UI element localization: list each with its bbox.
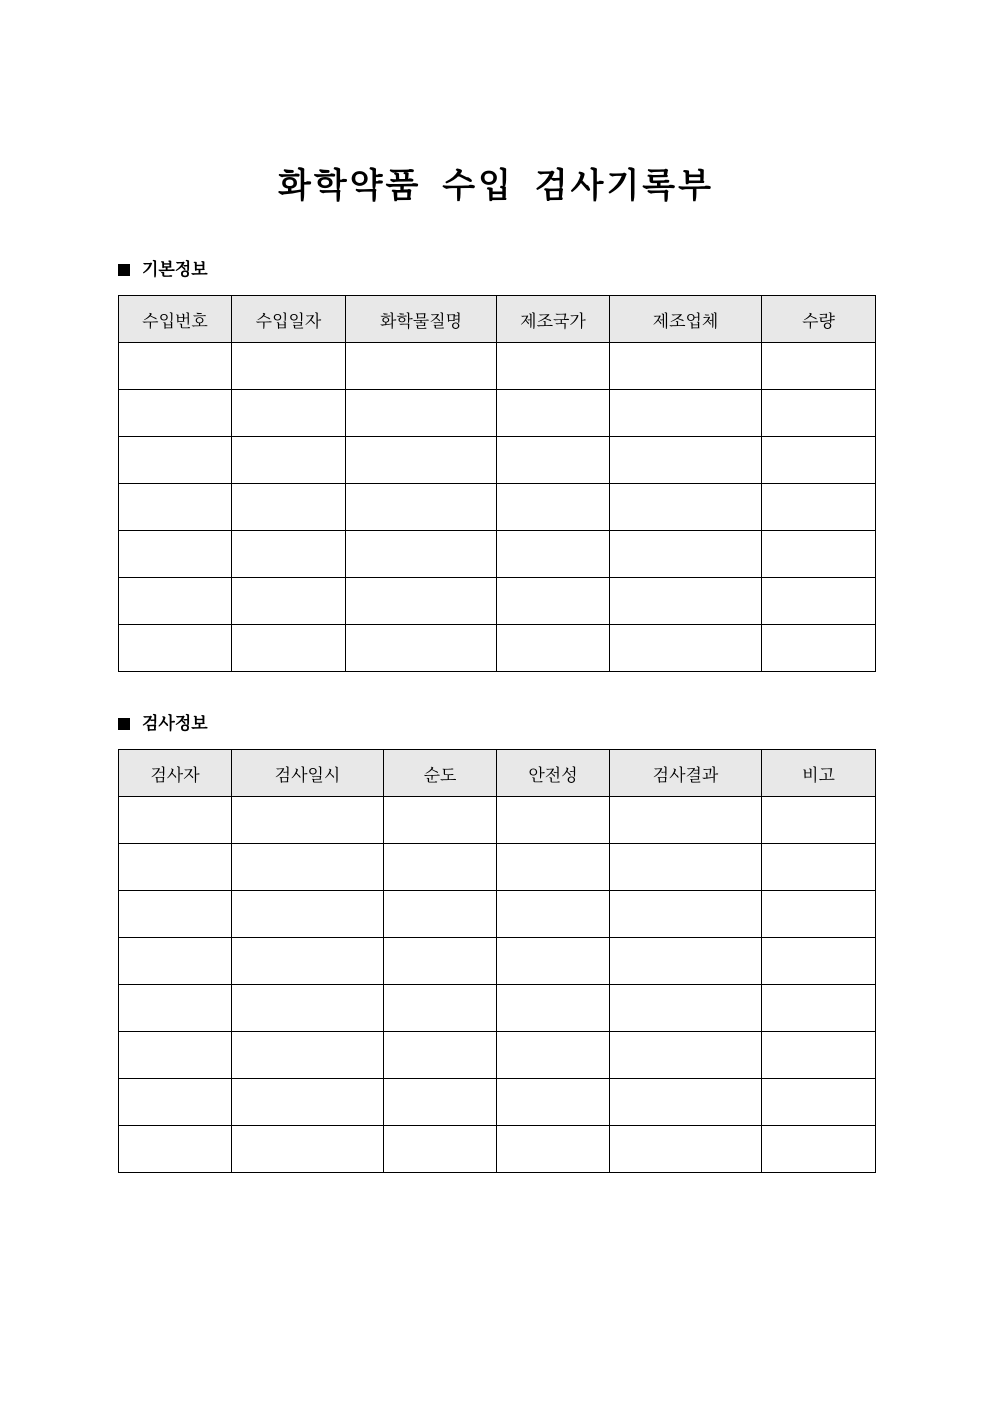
col-safety: 안전성 (497, 750, 610, 797)
col-purity: 순도 (384, 750, 497, 797)
basic-info-cell[interactable] (497, 531, 610, 578)
square-bullet-icon (118, 718, 130, 730)
inspection-info-cell[interactable] (119, 985, 232, 1032)
basic-info-cell[interactable] (346, 437, 497, 484)
inspection-info-cell[interactable] (384, 1032, 497, 1079)
basic-info-cell[interactable] (119, 484, 232, 531)
inspection-info-heading-label: 검사정보 (142, 714, 208, 734)
inspection-info-cell[interactable] (232, 1079, 384, 1126)
inspection-info-cell[interactable] (762, 1126, 876, 1173)
inspection-info-cell[interactable] (610, 797, 762, 844)
basic-info-cell[interactable] (762, 531, 876, 578)
inspection-info-cell[interactable] (119, 1126, 232, 1173)
basic-info-cell[interactable] (762, 578, 876, 625)
inspection-info-cell[interactable] (384, 844, 497, 891)
inspection-info-cell[interactable] (119, 1079, 232, 1126)
inspection-info-cell[interactable] (762, 1079, 876, 1126)
inspection-info-cell[interactable] (762, 891, 876, 938)
col-manufacture-country: 제조국가 (497, 296, 610, 343)
basic-info-cell[interactable] (346, 343, 497, 390)
inspection-info-cell[interactable] (119, 1032, 232, 1079)
basic-info-cell[interactable] (119, 578, 232, 625)
inspection-info-cell[interactable] (610, 985, 762, 1032)
basic-info-cell[interactable] (762, 343, 876, 390)
basic-info-cell[interactable] (610, 437, 762, 484)
basic-info-cell[interactable] (119, 390, 232, 437)
basic-info-cell[interactable] (232, 531, 346, 578)
inspection-info-row (119, 797, 876, 844)
basic-info-cell[interactable] (232, 484, 346, 531)
inspection-info-cell[interactable] (119, 891, 232, 938)
inspection-info-cell[interactable] (384, 985, 497, 1032)
inspection-info-cell[interactable] (610, 1032, 762, 1079)
inspection-info-row (119, 1079, 876, 1126)
inspection-info-heading (118, 712, 208, 736)
inspection-info-cell[interactable] (497, 985, 610, 1032)
basic-info-cell[interactable] (346, 484, 497, 531)
inspection-info-row (119, 1032, 876, 1079)
inspection-info-cell[interactable] (497, 938, 610, 985)
inspection-info-cell[interactable] (232, 844, 384, 891)
col-quantity: 수량 (762, 296, 876, 343)
basic-info-cell[interactable] (762, 625, 876, 672)
inspection-info-header-row (119, 750, 876, 797)
inspection-info-row (119, 1126, 876, 1173)
inspection-info-cell[interactable] (119, 844, 232, 891)
square-bullet-icon (118, 264, 130, 276)
inspection-info-cell[interactable] (762, 797, 876, 844)
basic-info-row (119, 390, 876, 437)
col-remarks: 비고 (762, 750, 876, 797)
basic-info-cell[interactable] (232, 437, 346, 484)
basic-info-row (119, 484, 876, 531)
basic-info-cell[interactable] (497, 390, 610, 437)
basic-info-header-row (119, 296, 876, 343)
basic-info-row (119, 343, 876, 390)
inspection-info-cell[interactable] (384, 1079, 497, 1126)
basic-info-cell[interactable] (119, 625, 232, 672)
col-chemical-name: 화학물질명 (346, 296, 497, 343)
inspection-info-row (119, 985, 876, 1032)
basic-info-cell[interactable] (119, 437, 232, 484)
inspection-info-cell[interactable] (610, 1126, 762, 1173)
col-import-number: 수입번호 (119, 296, 232, 343)
inspection-info-row (119, 844, 876, 891)
basic-info-cell[interactable] (762, 390, 876, 437)
basic-info-cell[interactable] (497, 437, 610, 484)
basic-info-cell[interactable] (610, 578, 762, 625)
basic-info-cell[interactable] (232, 625, 346, 672)
inspection-info-cell[interactable] (384, 891, 497, 938)
inspection-info-cell[interactable] (232, 1126, 384, 1173)
basic-info-cell[interactable] (497, 484, 610, 531)
inspection-info-cell[interactable] (232, 891, 384, 938)
inspection-info-cell[interactable] (232, 985, 384, 1032)
basic-info-cell[interactable] (346, 390, 497, 437)
basic-info-cell[interactable] (346, 578, 497, 625)
basic-info-cell[interactable] (232, 343, 346, 390)
basic-info-cell[interactable] (119, 531, 232, 578)
basic-info-cell[interactable] (346, 531, 497, 578)
basic-info-table (118, 295, 876, 672)
basic-info-row (119, 625, 876, 672)
inspection-info-cell[interactable] (232, 1032, 384, 1079)
inspection-info-cell[interactable] (610, 938, 762, 985)
basic-info-cell[interactable] (232, 578, 346, 625)
basic-info-cell[interactable] (610, 343, 762, 390)
basic-info-cell[interactable] (610, 390, 762, 437)
inspection-info-cell[interactable] (119, 797, 232, 844)
inspection-info-cell[interactable] (762, 938, 876, 985)
inspection-info-cell[interactable] (384, 938, 497, 985)
basic-info-cell[interactable] (610, 531, 762, 578)
basic-info-heading (118, 258, 208, 282)
page-title: 화학약품 수입 검사기록부 (278, 166, 714, 206)
basic-info-row (119, 578, 876, 625)
col-inspector: 검사자 (119, 750, 232, 797)
basic-info-cell[interactable] (232, 390, 346, 437)
inspection-info-table (118, 749, 876, 1173)
inspection-info-cell[interactable] (762, 844, 876, 891)
basic-info-cell[interactable] (346, 625, 497, 672)
inspection-info-cell[interactable] (497, 844, 610, 891)
inspection-info-cell[interactable] (384, 797, 497, 844)
basic-info-row (119, 437, 876, 484)
basic-info-cell[interactable] (497, 578, 610, 625)
basic-info-cell[interactable] (762, 484, 876, 531)
inspection-info-cell[interactable] (497, 891, 610, 938)
inspection-info-cell[interactable] (119, 938, 232, 985)
inspection-info-cell[interactable] (497, 797, 610, 844)
basic-info-cell[interactable] (610, 484, 762, 531)
col-inspection-result: 검사결과 (610, 750, 762, 797)
col-import-date: 수입일자 (232, 296, 346, 343)
col-manufacturer: 제조업체 (610, 296, 762, 343)
inspection-info-cell[interactable] (610, 1079, 762, 1126)
inspection-info-cell[interactable] (610, 844, 762, 891)
basic-info-cell[interactable] (497, 625, 610, 672)
inspection-info-cell[interactable] (762, 985, 876, 1032)
basic-info-cell[interactable] (497, 343, 610, 390)
inspection-info-row (119, 891, 876, 938)
basic-info-row (119, 531, 876, 578)
inspection-info-row (119, 938, 876, 985)
inspection-info-cell[interactable] (232, 797, 384, 844)
inspection-info-cell[interactable] (497, 1126, 610, 1173)
inspection-info-cell[interactable] (762, 1032, 876, 1079)
inspection-info-cell[interactable] (497, 1079, 610, 1126)
basic-info-heading-label: 기본정보 (142, 260, 208, 280)
basic-info-cell[interactable] (119, 343, 232, 390)
inspection-info-cell[interactable] (384, 1126, 497, 1173)
col-inspection-datetime: 검사일시 (232, 750, 384, 797)
inspection-info-cell[interactable] (232, 938, 384, 985)
basic-info-cell[interactable] (762, 437, 876, 484)
basic-info-cell[interactable] (610, 625, 762, 672)
inspection-info-cell[interactable] (610, 891, 762, 938)
inspection-info-cell[interactable] (497, 1032, 610, 1079)
